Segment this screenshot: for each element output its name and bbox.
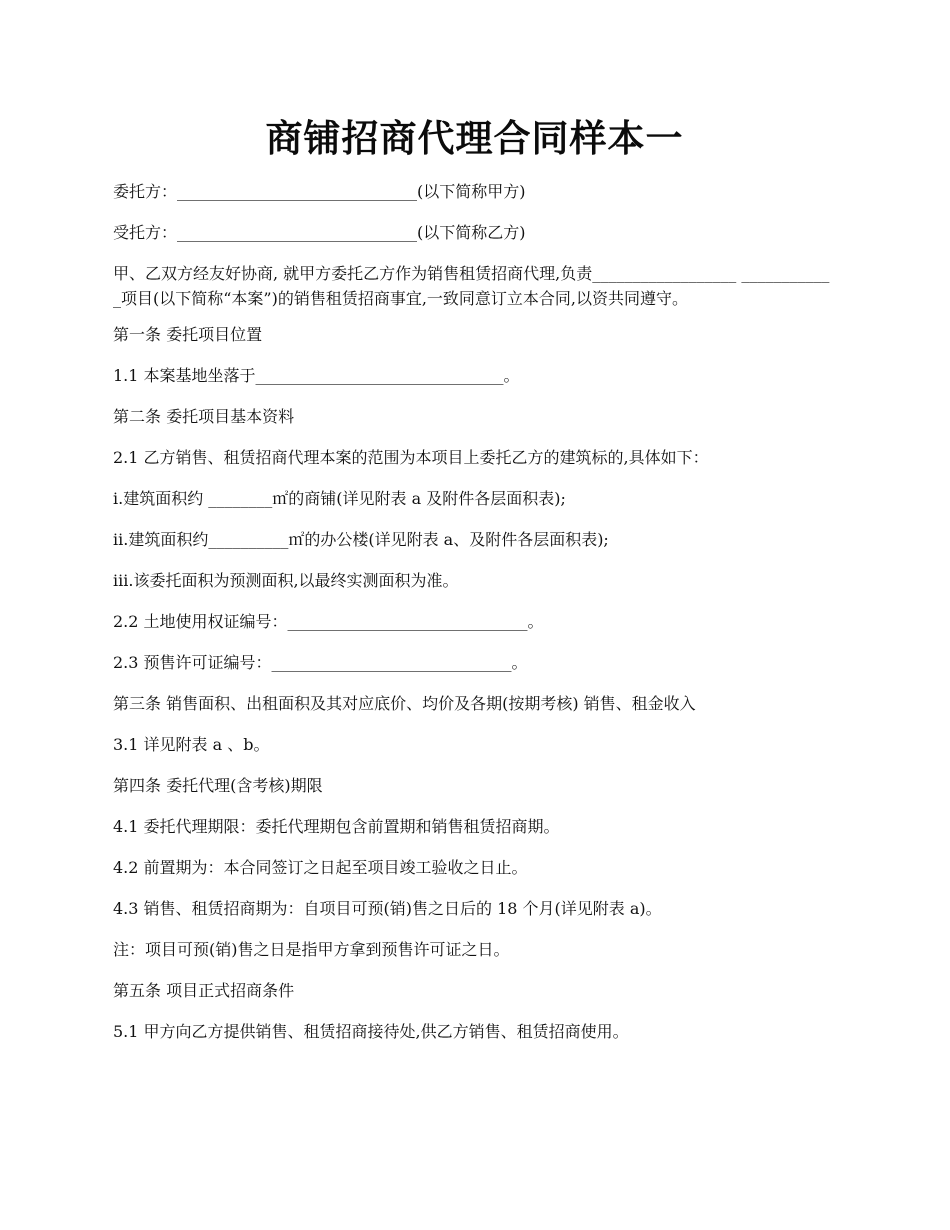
clause-4-1: 4.1 委托代理期限：委托代理期包含前置期和销售租赁招商期。 (113, 817, 560, 836)
clause-3-1: 3.1 详见附表 a 、b。 (113, 735, 270, 754)
clause-5-1: 5.1 甲方向乙方提供销售、租赁招商接待处,供乙方销售、租赁招商使用。 (113, 1022, 629, 1041)
article-2-heading: 第二条 委托项目基本资料 (113, 407, 295, 426)
article-3-heading: 第三条 销售面积、出租面积及其对应底价、均价及各期(按期考核) 销售、租金收入 (113, 694, 696, 713)
agent-party-line: 受托方：______________________________(以下简称乙方) (113, 223, 526, 242)
article-5-heading: 第五条 项目正式招商条件 (113, 981, 295, 1000)
clause-4-3: 4.3 销售、租赁招商期为：自项目可预(销)售之日后的 18 个月(详见附表 a)。 (113, 899, 662, 918)
document-title: 商铺招商代理合同样本一 (265, 116, 684, 160)
principal-party-line: 委托方：______________________________(以下简称甲方) (113, 182, 526, 201)
clause-2-3: 2.3 预售许可证编号：______________________________。 (113, 653, 528, 672)
clause-2-2: 2.2 土地使用权证编号：______________________________。 (113, 612, 544, 631)
clause-2-1: 2.1 乙方销售、租赁招商代理本案的范围为本项目上委托乙方的建筑标的,具体如下： (113, 448, 709, 467)
clause-2-1-ii: ii.建筑面积约__________㎡的办公楼(详见附表 a、及附件各层面积表); (113, 530, 609, 549)
clause-2-1-i: i.建筑面积约 ________㎡的商铺(详见附表 a 及附件各层面积表); (113, 489, 566, 508)
clause-4-2: 4.2 前置期为：本合同签订之日起至项目竣工验收之日止。 (113, 858, 528, 877)
contract-preamble: 甲、乙双方经友好协商, 就甲方委托乙方作为销售租赁招商代理,负责__________________ ____________项目(以下简称“本案”)的销售租赁招商事宜,一致同意订立本合同,以资共同遵守。 (113, 264, 830, 308)
clause-1-1: 1.1 本案基地坐落于_______________________________。 (113, 366, 520, 385)
article-4-heading: 第四条 委托代理(含考核)期限 (113, 776, 323, 795)
clause-2-1-iii: iii.该委托面积为预测面积,以最终实测面积为准。 (113, 571, 459, 590)
clause-4-note: 注：项目可预(销)售之日是指甲方拿到预售许可证之日。 (113, 940, 510, 959)
document-body (113, 182, 836, 1042)
article-1-heading: 第一条 委托项目位置 (113, 325, 263, 344)
